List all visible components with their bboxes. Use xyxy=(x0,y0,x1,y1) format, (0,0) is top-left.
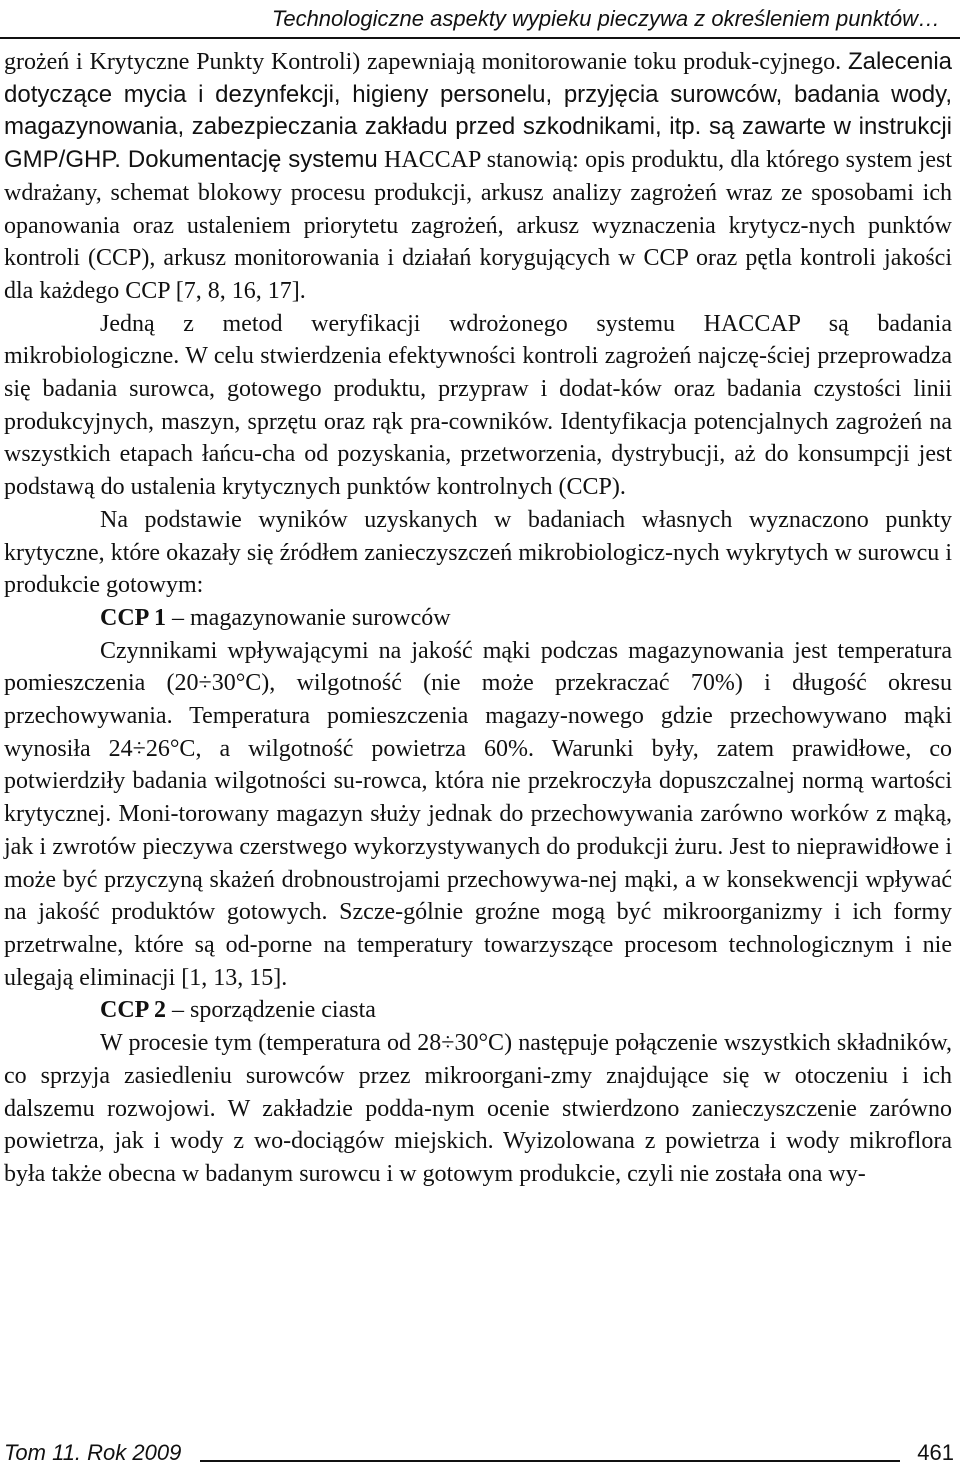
ccp2-title: – sporządzenie ciasta xyxy=(166,997,376,1024)
header-divider xyxy=(0,37,960,39)
paragraph-3: Na podstawie wyników uzyskanych w badaniach własnych wyznaczono punkty krytyczne, które okazały się źródłem zanieczyszczeń mikrobiologicz-nych wykrytych w surowcu i produkcie gotowym: xyxy=(4,506,952,599)
ccp1-label: CCP 1 xyxy=(100,604,166,631)
paragraph-4: Czynnikami wpływającymi na jakość mąki podczas magazynowania jest temperatura pomieszczenia (20÷30°C), wilgotność (nie może przekraczać 70%) i długość okresu przechowywania. Temperatura pomieszczenia magazy-nowego gdzie przechowywano mąki wynosiła 24÷26°C, a wilgotność powietrza 60%. Warunki były, zatem prawidłowe, co potwierdziły badania wilgotności su-rowca, która nie przekroczyła dopuszczalnej normą wartości krytycznej. Moni-torowany magazyn służy jednak do przechowywania zarówno worków z mąką, jak i zwrotów pieczywa czerstwego wykorzystywanych do produkcji żuru. Jest to nieprawidłowe i może być przyczyną skażeń drobnoustrojami przechowywa-nej mąki, a w konsekwencji wpływać na jakość produktów gotowych. Szcze-gólnie groźne mogą być mikroorganizmy i ich formy przetrwalne, które są od-porne na temperatury towarzyszące procesom technologicznym i nie ulegają eliminacji [1, 13, 15]. xyxy=(4,637,952,991)
running-header xyxy=(0,4,960,38)
paragraph-2: Jedną z metod weryfikacji wdrożonego systemu HACCAP są badania mikrobiologiczne. W celu stwierdzenia efektywności kontroli zagrożeń najczę-ściej przeprowadza się badania surowca, gotowego produktu, przypraw i dodat-ków oraz badania czystości linii produkcyjnych, maszyn, sprzętu oraz rąk pra-cowników. Identyfikacja potencjalnych zagrożeń na wszystkich etapach łańcu-cha od pozyskania, przetworzenia, dystrybucji, aż do konsumpcji jest podstawą do ustalenia krytycznych punktów kontrolnych (CCP). xyxy=(4,310,952,501)
paragraph-1-part-c: HACCAP stanowią: opis produktu, dla którego system jest wdrażany, schemat blokowy procesu produkcji, arkusz analizy zagrożeń wraz ze sposobami ich opanowania oraz ustaleniem priorytetu zagrożeń, arkusz wyznaczenia krytycz-nych punktów kontroli (CCP), arkusz monitorowania i działań korygujących w CCP oraz pętla kontroli jakości dla każdego CCP [7, 8, 16, 17]. xyxy=(4,147,952,304)
footer-divider xyxy=(200,1460,900,1462)
paragraph-1 xyxy=(4,46,952,308)
ccp1-heading xyxy=(4,602,952,635)
paragraph-1-part-a: grożeń i Krytyczne Punkty Kontroli) zapewniają monitorowanie toku produk-cyjnego. xyxy=(4,49,848,75)
running-title: Technologiczne aspekty wypieku pieczywa z określeniem punktów… xyxy=(271,6,940,31)
article-body xyxy=(4,46,952,1191)
volume-label: Tom 11. Rok 2009 xyxy=(4,1440,182,1465)
paragraph-1-part-b: Zalecenia dotyczące mycia i dezynfekcji, higieny personelu, przyjęcia surowców, badania wody, magazynowania, zabezpieczania zakładu przed szkodnikami, itp. są zawarte w instrukcji GMP/GHP. Dokumentację systemu xyxy=(4,48,952,174)
ccp2-label: CCP 2 xyxy=(100,997,166,1024)
paragraph-5: W procesie tym (temperatura od 28÷30°C) następuje połączenie wszystkich składników, co sprzyja zasiedleniu surowców przez mikroorgani-zmy znajdujące się w otoczeniu i ich dalszemu rozwojowi. W zakładzie podda-nym ocenie stwierdzono zanieczyszczenie zarówno powietrza, jak i wody z wo-dociągów miejskich. Wyizolowana z powietrza i wody mikroflora była także obecna w badanym surowcu i w gotowym produkcie, czyli nie została ona wy- xyxy=(4,1030,952,1187)
page-footer xyxy=(0,1440,960,1470)
ccp2-heading xyxy=(4,994,952,1027)
page-number: 461 xyxy=(913,1440,954,1466)
ccp1-title: – magazynowanie surowców xyxy=(166,604,451,631)
